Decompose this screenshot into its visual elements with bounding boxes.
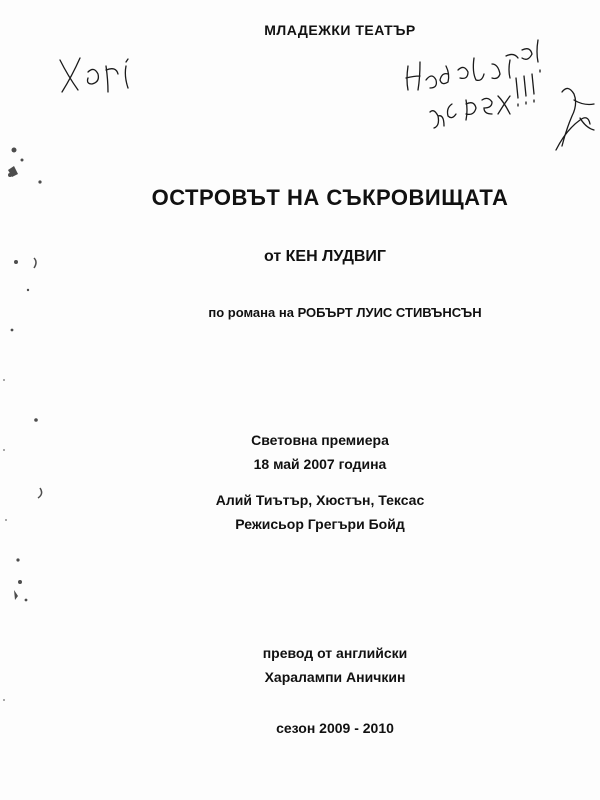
translator: Харалампи Аничкин bbox=[264, 669, 406, 685]
season: сезон 2009 - 2010 bbox=[276, 720, 394, 736]
premiere-date: 18 май 2007 година bbox=[253, 456, 387, 472]
premiere-label: Световна премиера bbox=[251, 432, 389, 448]
director: Режисьор Грегъри Бойд bbox=[235, 516, 405, 532]
novel-author: РОБЪРТ ЛУИС СТИВЪНСЪН bbox=[297, 305, 482, 320]
play-title: ОСТРОВЪТ НА СЪКРОВИЩАТА bbox=[151, 185, 509, 210]
author-line: от КЕН ЛУДВИГ bbox=[264, 248, 386, 265]
novel-credit bbox=[0, 305, 600, 320]
venue: Алий Тиътър, Хюстън, Тексас bbox=[215, 492, 425, 508]
theatre-name: МЛАДЕЖКИ ТЕАТЪР bbox=[264, 22, 416, 38]
translation-label: превод от английски bbox=[262, 645, 408, 661]
novel-prefix: по романа на bbox=[208, 305, 294, 320]
